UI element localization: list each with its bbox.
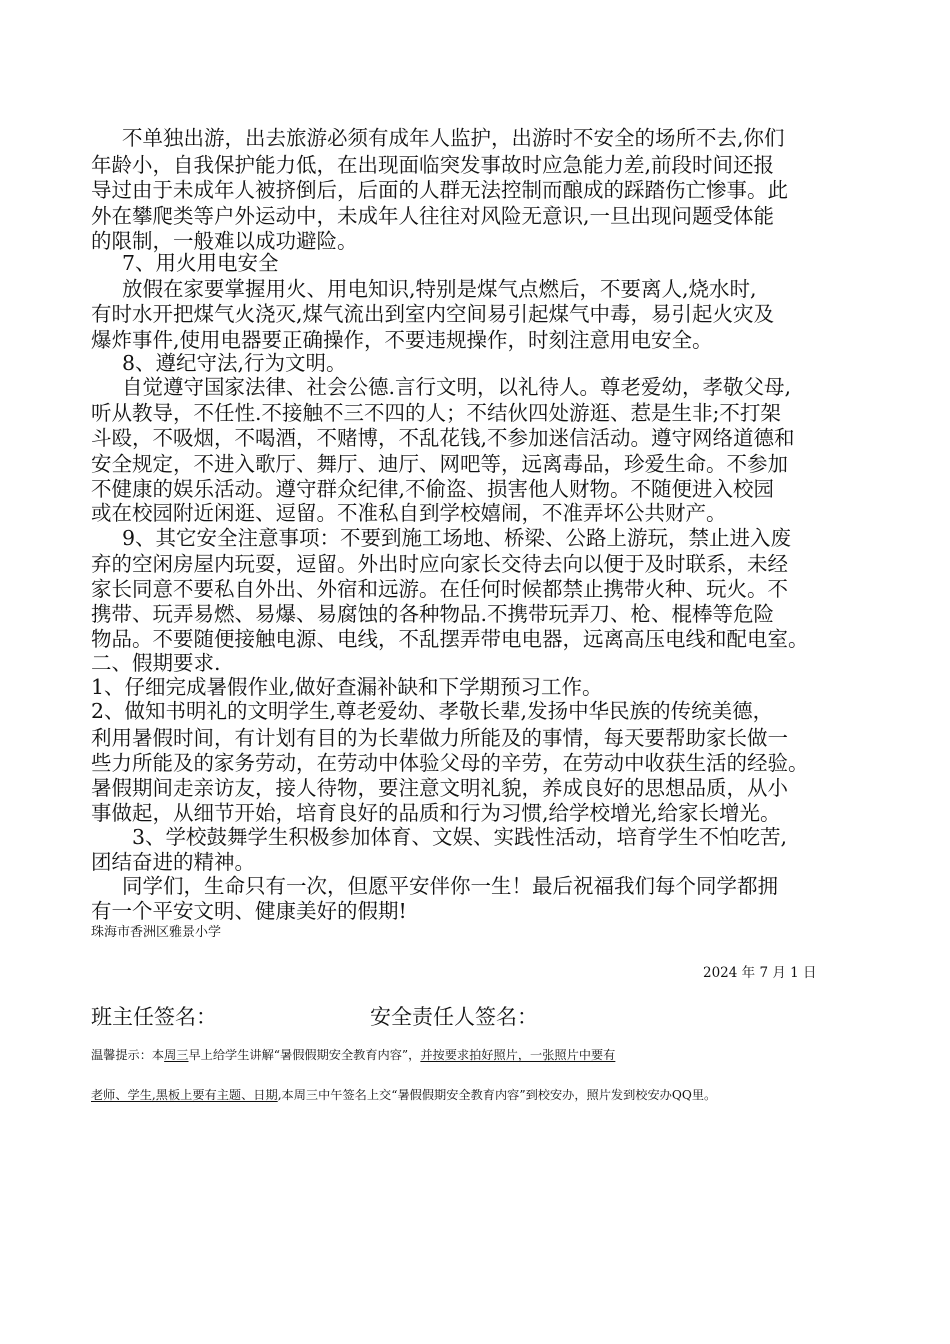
paragraph-line: 安全规定，不进入歌厅、舞厅、迪厅、网吧等，远离毒品，珍爱生命。不参加	[91, 452, 788, 476]
paragraph-line: 事做起，从细节开始，培育良好的品质和行为习惯,给学校增光,给家长增光。	[91, 801, 781, 825]
school-name: 珠海市香洲区雅景小学	[91, 925, 222, 940]
section-heading: 7、用火用电安全	[122, 251, 279, 275]
section-heading: 二、假期要求.	[91, 651, 221, 675]
reminder-text: 并按要求拍好照片，一张照片中要有	[420, 1048, 616, 1062]
paragraph-line: 家长同意不要私自外出、外宿和远游。在任何时候都禁止携带火种、玩火。不	[91, 577, 788, 601]
paragraph-line: 9、其它安全注意事项：不要到施工场地、桥梁、公路上游玩，禁止进入废	[122, 526, 792, 550]
safety-officer-signature-label: 安全责任人签名：	[370, 1005, 538, 1029]
paragraph-line: 导过由于未成年人被挤倒后，后面的人群无法控制而酿成的踩踏伤亡惨事。此	[91, 178, 788, 202]
paragraph-line: 携带、玩弄易燃、易爆、易腐蚀的各种物品.不携带玩弄刀、枪、棍棒等危险	[91, 602, 775, 626]
list-item: 1、仔细完成暑假作业,做好查漏补缺和下学期预习工作。	[91, 675, 603, 699]
paragraph-line: 暑假期间走亲访友，接人待物，要注意文明礼貌，养成良好的思想品质，从小	[91, 776, 788, 800]
paragraph-line: 爆炸事件,使用电器要正确操作，不要违规操作，时刻注意用电安全。	[91, 328, 713, 352]
paragraph-line: 或在校园附近闲逛、逗留。不准私自到学校嬉闹，不准弄坏公共财产。	[91, 501, 727, 525]
closing-line: 同学们，生命只有一次，但愿平安伴你一生！最后祝福我们每个同学都拥	[122, 874, 778, 898]
paragraph-line: 弃的空闲房屋内玩耍，逗留。外出时应向家长交待去向以便于及时联系，未经	[91, 552, 788, 576]
paragraph-line: 年龄小，自我保护能力低，在出现面临突发事故时应急能力差,前段时间还报	[91, 153, 775, 177]
reminder-text: 早上给学生讲解“暑假假期安全教育内容”，	[188, 1048, 421, 1062]
reminder-note-line-1	[91, 1047, 615, 1063]
list-item: 3、学校鼓舞学生积极参加体育、文娱、实践性活动，培育学生不怕吃苦,	[132, 825, 788, 849]
paragraph-line: 利用暑假时间，有计划有目的为长辈做力所能及的事情，每天要帮助家长做一	[91, 726, 788, 750]
paragraph-line: 自觉遵守国家法律、社会公德.言行文明，以礼待人。尊老爱幼，孝敬父母,	[122, 375, 792, 399]
paragraph-line: 的限制，一般难以成功避险。	[91, 229, 358, 253]
document-date: 2024 年 7 月 1 日	[703, 965, 817, 981]
paragraph-line: 有时水开把煤气火浇灭,煤气流出到室内空间易引起煤气中毒，易引起火灾及	[91, 302, 775, 326]
reminder-note-line-2	[91, 1087, 716, 1103]
reminder-text: 老师、学生,黑板上要有主题、日期	[91, 1088, 278, 1102]
paragraph-line: 不单独出游，出去旅游必须有成年人监护，出游时不安全的场所不去,你们	[122, 126, 785, 150]
paragraph-line: 些力所能及的家务劳动，在劳动中体验父母的辛劳，在劳动中收获生活的经验。	[91, 751, 809, 775]
closing-line: 有一个平安文明、健康美好的假期!	[91, 899, 407, 923]
paragraph-line: 听从教导，不任性.不接触不三不四的人；不结伙四处游逛、惹是生非;不打架	[91, 401, 781, 425]
reminder-text: ,本周三中午签名上交“暑假假期安全教育内容”到校安办，照片发到校安办QQ里。	[277, 1088, 717, 1102]
reminder-text: 周三	[164, 1048, 189, 1062]
paragraph-line: 外在攀爬类等户外运动中，未成年人往往对风险无意识,一旦出现问题受体能	[91, 204, 775, 228]
list-item: 2、做知书明礼的文明学生,尊老爱幼、孝敬长辈,发扬中华民族的传统美德，	[91, 699, 774, 723]
section-heading: 8、遵纪守法,行为文明。	[122, 351, 347, 375]
reminder-text: 温馨提示：本	[91, 1048, 165, 1062]
paragraph-line: 斗殴，不吸烟，不喝酒，不赌博，不乱花钱,不参加迷信活动。遵守网络道德和	[91, 426, 795, 450]
paragraph-line: 物品。不要随便接触电源、电线，不乱摆弄带电电器，远离高压电线和配电室。	[91, 627, 809, 651]
paragraph-line: 不健康的娱乐活动。遵守群众纪律,不偷盗、损害他人财物。不随便进入校园	[91, 477, 775, 501]
head-teacher-signature-label: 班主任签名：	[91, 1005, 217, 1029]
paragraph-line: 团结奋进的精神。	[91, 850, 255, 874]
paragraph-line: 放假在家要掌握用火、用电知识,特别是煤气点燃后，不要离人,烧水时,	[122, 277, 757, 301]
